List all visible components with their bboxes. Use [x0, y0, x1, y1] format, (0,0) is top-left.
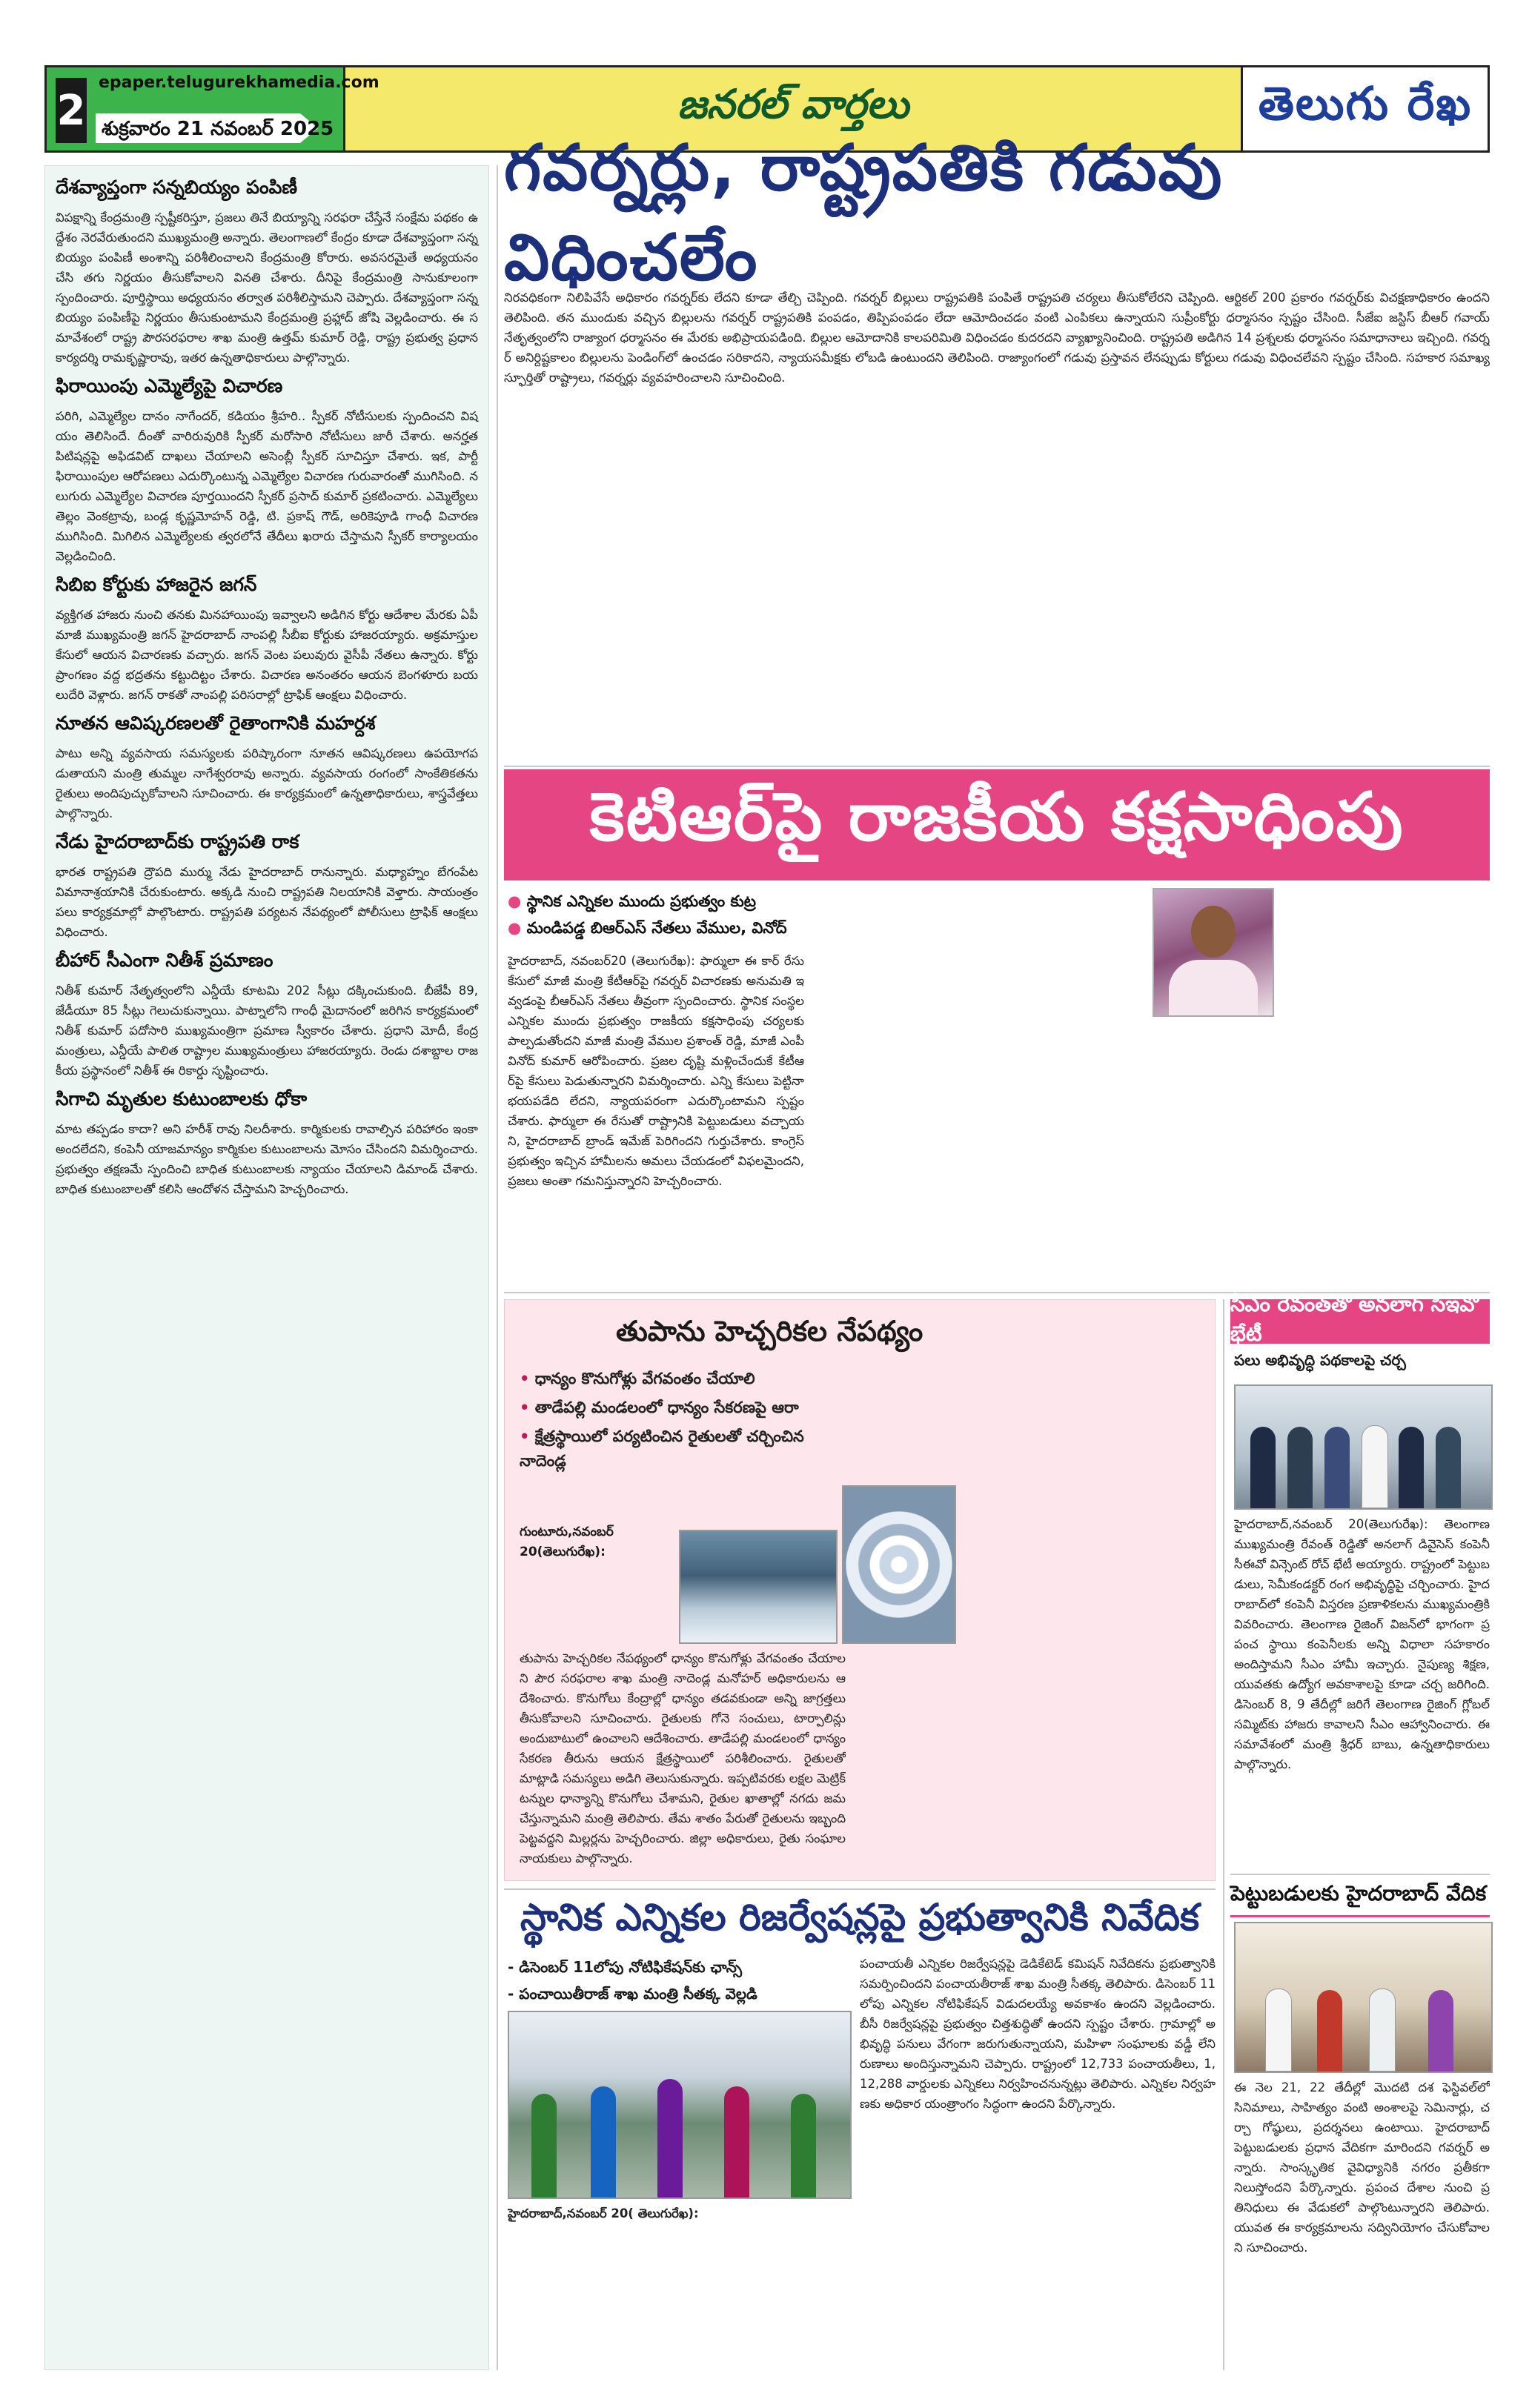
brief-body: భారత రాష్ట్రపతి ద్రౌపది ముర్ము నేడు హైదరాబాద్ రానున్నారు. మధ్యాహ్నం బేగంపేట విమానాశ్రయానికి చేరుకుంటారు. అక్కడి నుంచి రాష్ట్రపతి నిలయానికి వెళ్తారు. సాయంత్రం పలు కార్యక్రమాల్లో పాల్గొంటారు. రాష్ట్రపతి పర్యటన నేపథ్యంలో పోలీసులు ట్రాఫిక్ ఆంక్షలు విధించారు.	[56, 865, 478, 939]
storm-sea-photo	[679, 1530, 838, 1644]
cm-meet-body: హైదరాబాద్,నవంబర్ 20(తెలుగురేఖ): తెలంగాణ ముఖ్యమంత్రి రేవంత్ రెడ్డితో అనలాగ్ డివైసెస్ కంపెనీ సీఈవో విన్సెంట్ రోచ్ భేటీ అయ్యారు. రాష్ట్రంలో పెట్టుబడులు, సెమీకండక్టర్ రంగ అభివృద్ధిపై చర్చించారు. హైదరాబాద్‌లో కంపెనీ విస్తరణ ప్రణాళికలను ముఖ్యమంత్రికి వివరించారు. తెలంగాణ రైజింగ్ విజన్‌లో భాగంగా ప్రపంచ స్థాయి కంపెనీలకు అన్ని విధాలా సహకారం అందిస్తామని సీఎం హామీ ఇచ్చారు. నైపుణ్య శిక్షణ, యువతకు ఉద్యోగ అవకాశాలపై కూడా చర్చ జరిగింది. డిసెంబర్ 8, 9 తేదీల్లో జరిగే తెలంగాణ రైజింగ్ గ్లోబల్ సమ్మిట్‌కు హాజరు కావాలని సీఎం ఆహ్వానించారు. ఈ సమావేశంలో మంత్రి శ్రీధర్ బాబు, ఉన్నతాధికారులు పాల్గొన్నారు.	[1234, 1517, 1490, 1771]
local-elections-subhead: - డిసెంబర్ 11లోపు నోటిఫికేషన్‌కు ఛాన్స్	[508, 1954, 841, 1980]
photo-person	[531, 2094, 557, 2198]
left-briefs-column	[44, 165, 489, 2370]
brief	[56, 949, 478, 1081]
photo-person	[724, 2086, 749, 2198]
divider	[1230, 1874, 1490, 1875]
cm-meet-subhead: పలు అభివృద్ధి పథకాలపై చర్చ	[1234, 1351, 1406, 1369]
cyclone-headline: తుపాను హెచ్చరికల నేపథ్యం	[616, 1315, 923, 1347]
photo-person	[1428, 1990, 1453, 2072]
main-story-body: నిరవధికంగా నిలిపివేసే అధికారం గవర్నర్‌కు లేదని కూడా తేల్చి చెప్పింది. గవర్నర్ బిల్లులు రాష్ట్రపతికి పంపితే రాష్ట్రపతి చర్యలు తీసుకోలేరని చెప్పింది. ఆర్టికల్ 200 ప్రకారం గవర్నర్‌కు విచక్షణాధికారం ఉందని తెలిపింది. తన ముందుకు వచ్చిన బిల్లులను గవర్నర్ రాష్ట్రపతికి పంపడం, తిప్పిపంపడం లేదా ఆమోదించడం వంటి ఎంపికలు ఉన్నాయని సుప్రీంకోర్టు ధర్మాసనం స్పష్టం చేసింది. సీజేఐ జస్టిస్ బీఆర్ గవాయ్ నేతృత్వంలోని రాజ్యాంగ ధర్మాసనం ఈ మేరకు అభిప్రాయపడింది. బిల్లుల ఆమోదానికి కాలపరిమితి విధించడం కుదరదని వ్యాఖ్యానించింది. రాష్ట్రపతి అడిగిన 14 ప్రశ్నలకు ధర్మాసనం సమాధానాలు ఇచ్చింది. గవర్నర్ అనిర్దిష్టకాలం బిల్లులను పెండింగ్‌లో ఉంచడం సరికాదని, న్యాయసమీక్షకు లోబడి ఉంటుందని తెలిపింది. రాజ్యాంగంలో గడువు ప్రస్తావన లేనప్పుడు కోర్టులు గడువు విధించలేవని స్పష్టం చేసింది. సహకార సమాఖ్య స్ఫూర్తితో రాష్ట్రాలు, గవర్నర్లు వ్యవహరించాలని సూచించింది.	[504, 291, 1490, 385]
brief	[56, 831, 478, 942]
brief-body: మాట తప్పడం కాదా? అని హరీశ్ రావు నిలదీశారు. కార్మికులకు రావాల్సిన పరిహారం ఇంకా అందలేదని, కంపెనీ యాజమాన్యం కార్మికుల కుటుంబాలను మోసం చేసిందని విమర్శించారు. ప్రభుత్వం తక్షణమే స్పందించి బాధిత కుటుంబాలకు న్యాయం చేయాలని డిమాండ్ చేశారు. బాధిత కుటుంబాలతో కలిసి ఆందోళన చేస్తామని హెచ్చరించారు.	[56, 1122, 478, 1196]
investments-body: ఈ నెల 21, 22 తేదీల్లో మొదటి దశ ఫెస్టివల్‌లో సినిమాలు, సాహిత్యం వంటి అంశాలపై సెమినార్లు, చర్చా గోష్ఠులు, ప్రదర్శనలు ఉంటాయి. హైదరాబాద్ పెట్టుబడులకు ప్రధాన వేదికగా మారిందని గవర్నర్ అన్నారు. సాంస్కృతిక వైవిధ్యానికి నగరం ప్రతీకగా నిలుస్తోందని పేర్కొన్నారు. ప్రపంచ దేశాల నుంచి ప్రతినిధులు ఈ వేడుకలో పాల్గొంటున్నారని తెలిపారు. యువత ఈ కార్యక్రమాలను సద్వినియోగం చేసుకోవాలని సూచించారు.	[1234, 2080, 1490, 2255]
page-number: 2	[56, 78, 87, 143]
local-elections-photo	[508, 2011, 852, 2199]
brief-title: నేడు హైదరాబాద్‌కు రాష్ట్రపతి రాక	[56, 831, 299, 852]
ktr-subheads	[508, 888, 856, 941]
investments-headline: పెట్టుబడులకు హైదరాబాద్ వేదిక	[1230, 1881, 1490, 1917]
newspaper-page	[44, 65, 1490, 2378]
cyclone-satellite-image	[842, 1485, 956, 1644]
cm-meet-headline-box	[1230, 1292, 1490, 1346]
cyclone-story-body: తుపాను హెచ్చరికల నేపథ్యంలో ధాన్యం కొనుగోళ్లు వేగవంతం చేయాలని పౌర సరఫరాల శాఖ మంత్రి నాదెండ్ల మనోహర్ అధికారులను ఆదేశించారు. కొనుగోలు కేంద్రాల్లో ధాన్యం తడవకుండా అన్ని జాగ్రత్తలు తీసుకోవాలని సూచించారు. రైతులకు గోనె సంచులు, టార్పాలిన్లు అందుబాటులో ఉంచాలని ఆదేశించారు. తాడేపల్లి మండలంలో ధాన్యం సేకరణ తీరును ఆయన క్షేత్రస్థాయిలో పరిశీలించారు. రైతులతో మాట్లాడి సమస్యలు అడిగి తెలుసుకున్నారు. ఇప్పటివరకు లక్షల మెట్రిక్ టన్నుల ధాన్యాన్ని కొనుగోలు చేశామని, రైతుల ఖాతాల్లో నగదు జమ చేస్తున్నామని మంత్రి తెలిపారు. తేమ శాతం పేరుతో రైతులను ఇబ్బంది పెట్టవద్దని మిల్లర్లను హెచ్చరించారు. జిల్లా అధికారులు, రైతు సంఘాల నాయకులు పాల్గొన్నారు.	[520, 1651, 846, 1865]
photo-person	[1265, 1989, 1292, 2072]
cyclone-bullet: • తాడేపల్లి మండలంలో ధాన్యం సేకరణపై ఆరా	[520, 1396, 831, 1420]
brief	[56, 712, 478, 823]
issue-date: శుక్రవారం 21 నవంబర్ 2025	[102, 118, 334, 140]
photo-person	[1399, 1427, 1424, 1508]
local-elections-headline: స్థానిక ఎన్నికల రిజర్వేషన్లపై ప్రభుత్వానికి నివేదిక	[520, 1896, 1200, 1939]
ktr-subhead: ● మండిపడ్డ బిఆర్ఎస్ నేతలు వేముల, వినోద్	[508, 915, 856, 941]
photo-person	[1369, 1989, 1396, 2072]
brief-title: నూతన ఆవిష్కరణలతో రైతాంగానికి మహర్దశ	[56, 712, 376, 734]
cyclone-story-box	[504, 1299, 1216, 1881]
website-url[interactable]: epaper.telugurekhamedia.com	[99, 73, 379, 92]
local-elections-body: పంచాయతీ ఎన్నికల రిజర్వేషన్లపై డెడికేటెడ్ కమిషన్ నివేదికను ప్రభుత్వానికి సమర్పించిందని పంచాయతీరాజ్ శాఖ మంత్రి సీతక్క తెలిపారు. డిసెంబర్ 11లోపు ఎన్నికల నోటిఫికేషన్ విడుదలయ్యే అవకాశం ఉందని వెల్లడించారు. బీసీ రిజర్వేషన్లపై ప్రభుత్వం చిత్తశుద్ధితో ఉందని స్పష్టం చేశారు. గ్రామాల్లో అభివృద్ధి పనులు వేగంగా జరుగుతున్నాయని, మహిళా సంఘాలకు వడ్డీ లేని రుణాలు అందిస్తున్నామని చెప్పారు. రాష్ట్రంలో 12,733 పంచాయతీలు, 1,12,288 వార్డులకు ఎన్నికలు నిర్వహించనున్నట్లు తెలిపారు. ఎన్నికల నిర్వహణకు అధికార యంత్రాంగం సిద్ధంగా ఉందని పేర్కొన్నారు.	[860, 1957, 1216, 2111]
ktr-headline: కెటిఆర్‌పై రాజకీయ కక్షసాధింపు	[589, 777, 1405, 856]
brief-body: పరిగి, ఎమ్మెల్యేల దానం నాగేందర్, కడియం శ్రీహరి.. స్పీకర్ నోటీసులకు స్పందించని విషయం తెలిసిందే. దీంతో వారిరువురికి స్పీకర్ మరోసారి నోటీసులు జారీ చేశారు. అనర్హత పిటిషన్లపై అఫిడవిట్ దాఖలు చేయాలని అసెంబ్లీ స్పీకర్ సూచిస్తూ చేశారు. ఇక, పార్టీ ఫిరాయింపుల ఆరోపణలు ఎదుర్కొంటున్న ఎమ్మెల్యేల విచారణ గురువారంతో ముగిసింది. నలుగురు ఎమ్మెల్యేల విచారణ పూర్తయిందని స్పీకర్ ప్రసాద్ కుమార్ ప్రకటించారు. ఎమ్మెల్యేలు తెల్లం వెంకట్రావు, బండ్ల కృష్ణమోహన్ రెడ్డి, టి. ప్రకాష్ గౌడ్, అరికెపూడి గాంధీ విచారణ ముగిసింది. మిగిలిన ఎమ్మెల్యేలకు త్వరలోనే తేదీలు ఖరారు చేస్తామని స్పీకర్ కార్యాలయం వెల్లడించింది.	[56, 409, 478, 563]
brief-body: పాటు అన్ని వ్యవసాయ సమస్యలకు పరిష్కారంగా నూతన ఆవిష్కరణలు ఉపయోగపడుతాయని మంత్రి తుమ్మల నాగేశ్వరరావు అన్నారు. వ్యవసాయ రంగంలో సాంకేతికతను రైతులు అందిపుచ్చుకోవాలని సూచించారు. ఈ కార్యక్రమంలో ఉన్నతాధికారులు, శాస్త్రవేత్తలు పాల్గొన్నారు.	[56, 746, 478, 820]
cm-meet-headline: సీఎం రేవంత్‌తో అనలాగ్ సిఇవో భేటీ	[1230, 1292, 1479, 1346]
local-elections-dateline-block	[508, 2203, 849, 2374]
main-headline-box	[504, 131, 1490, 295]
brand-logo: తెలుగు రేఖ	[1258, 76, 1473, 130]
brief-title: సిగాచి మృతుల కుటుంబాలకు ధోకా	[56, 1088, 308, 1110]
photo-person	[1436, 1427, 1461, 1508]
investments-photo	[1234, 1922, 1493, 2073]
photo-person	[657, 2079, 683, 2198]
brief	[56, 574, 478, 705]
local-elections-subhead: - పంచాయితీరాజ్ శాఖ మంత్రి సీతక్క వెల్లడి	[508, 1980, 841, 2007]
brief-title: దేశవ్యాప్తంగా సన్నబియ్యం పంపిణీ	[56, 176, 298, 198]
photo-person	[1287, 1427, 1313, 1508]
brief-title: బీహార్ సీఎంగా నితీశ్ ప్రమాణం	[56, 949, 273, 971]
photo-shirt	[1169, 960, 1258, 1015]
cyclone-bullet: • క్షేత్రస్థాయిలో పర్యటించిన రైతులతో చర్చించిన నాదెండ్ల	[520, 1424, 831, 1473]
ktr-story-body: హైదరాబాద్, నవంబర్20 (తెలుగురేఖ): ఫార్ములా ఈ కార్ రేసు కేసులో మాజీ మంత్రి కేటీఆర్‌పై గవర్నర్ విచారణకు అనుమతి ఇవ్వడంపై బీఆర్ఎస్ నేతలు తీవ్రంగా స్పందించారు. స్థానిక సంస్థల ఎన్నికల ముందు ప్రభుత్వం రాజకీయ కక్షసాధింపు చర్యలకు పాల్పడుతోందని మాజీ మంత్రి వేముల ప్రశాంత్ రెడ్డి, మాజీ ఎంపీ వినోద్ కుమార్ ఆరోపించారు. ప్రజల దృష్టి మళ్లించేందుకే కేటీఆర్‌పై కేసులు పెడుతున్నారని విమర్శించారు. ఎన్ని కేసులు పెట్టినా భయపడేది లేదని, న్యాయపరంగా ఎదుర్కొంటామని స్పష్టం చేశారు. ఫార్ములా ఈ రేసుతో రాష్ట్రానికి పెట్టుబడులు వచ్చాయని, హైదరాబాద్ బ్రాండ్ ఇమేజ్ పెరిగిందని గుర్తుచేశారు. కాంగ్రెస్ ప్రభుత్వం ఇచ్చిన హామీలను అమలు చేయడంలో విఫలమైందని, ప్రజలు అంతా గమనిస్తున్నారని హెచ్చరించారు.	[508, 954, 804, 1188]
photo-person	[1362, 1425, 1388, 1508]
masthead-left	[47, 67, 379, 150]
photo-person	[591, 2086, 616, 2198]
cm-meet-photo	[1234, 1384, 1493, 1510]
brief-body: వ్యక్తిగత హాజరు నుంచి తనకు మినహాయింపు ఇవ్వాలని అడిగిన కోర్టు ఆదేశాల మేరకు ఏపీ మాజీ ముఖ్యమంత్రి జగన్ హైదరాబాద్ నాంపల్లి సీబీఐ కోర్టుకు హాజరయ్యారు. అక్రమాస్తుల కేసులో ఆయన విచారణకు వచ్చారు. జగన్ వెంట పలువురు వైసీపీ నేతలు ఉన్నారు. కోర్టు ప్రాంగణం వద్ద భద్రతను కట్టుదిట్టం చేశారు. విచారణ అనంతరం ఆయన బెంగళూరు బయలుదేరి వెళ్లారు. జగన్ రాకతో నాంపల్లి పరిసరాల్లో ట్రాఫిక్ ఆంక్షలు విధించారు.	[56, 608, 478, 702]
main-headline: గవర్నర్లు, రాష్ట్రపతికి గడువు విధించలేం	[504, 131, 1224, 295]
local-elections-dateline: హైదరాబాద్,నవంబర్ 20( తెలుగురేఖ):	[508, 2206, 699, 2220]
photo-face	[1191, 906, 1236, 958]
section-title: జనరల్ వార్తలు	[677, 80, 909, 127]
cyclone-bullets	[520, 1367, 831, 1478]
divider	[504, 766, 1490, 767]
ktr-subhead: ● స్థానిక ఎన్నికల ముందు ప్రభుత్వం కుట్ర	[508, 888, 856, 915]
photo-person	[1250, 1427, 1276, 1508]
brief-body: విపక్షాన్ని కేంద్రమంత్రి స్పష్టీకరిస్తూ, ప్రజలు తినే బియ్యాన్ని సరఫరా చేస్తేనే సంక్షేమ పథకం ఉద్దేశం నెరవేరుతుందని ముఖ్యమంత్రి అన్నారు. తెలంగాణలో కేంద్రం కూడా దేశవ్యాప్తంగా సన్న బియ్యం పంపిణీ అంశాన్ని పరిశీలించాలని కేంద్రమంత్రి కోరారు. అవసరమైతే అధ్యయనం చేసి తగు నిర్ణయం తీసుకోవాలని వినతి చేశారు. దీనిపై కేంద్రమంత్రి సానుకూలంగా స్పందించారు. పూర్తిస్థాయి అధ్యయనం తర్వాత పరిశీలిస్తామని చెప్పారు. దేశవ్యాప్తంగా సన్న బియ్యం పంపిణీపై నిర్ణయం తీసుకుంటామని కేంద్రమంత్రి ప్రహ్లాద్ జోషి వెల్లడించారు. ఈ సమావేశంలో రాష్ట్ర పౌరసరఫరాల శాఖ మంత్రి ఉత్తమ్ కుమార్ రెడ్డి, రాష్ట్ర ప్రభుత్వ ప్రధాన కార్యదర్శి రామకృష్ణారావు, ఇతర ఉన్నతాధికారులు పాల్గొన్నారు.	[56, 210, 478, 365]
column-divider	[1223, 1299, 1224, 2370]
brief-body: నితీశ్ కుమార్ నేతృత్వంలోని ఎన్డీయే కూటమి 202 సీట్లు దక్కించుకుంది. బీజేపీ 89, జేడీయూ 85 సీట్లు గెలుచుకున్నాయి. పాట్నాలోని గాంధీ మైదానంలో జరిగిన కార్యక్రమంలో నితీశ్ కుమార్ పదోసారి ముఖ్యమంత్రిగా ప్రమాణ స్వీకారం చేశారు. ప్రధాని మోదీ, కేంద్ర మంత్రులు, ఎన్డీయే పాలిత రాష్ట్రాల ముఖ్యమంత్రులు హాజరయ్యారు. రెండు దశాబ్దాల రాజకీయ ప్రస్థానంలో నితీశ్ ఈ రికార్డు సృష్టించారు.	[56, 984, 478, 1078]
ktr-headline-band	[504, 769, 1490, 880]
brief	[56, 375, 478, 566]
brief-title: సిబిఐ కోర్టుకు హాజరైన జగన్	[56, 574, 257, 595]
ktr-photo	[1153, 888, 1274, 1017]
brief-title: ఫిరాయింపు ఎమ్మెల్యేపై విచారణ	[56, 375, 283, 397]
brief	[56, 1088, 478, 1199]
cyclone-dateline: గుంటూరు,నవంబర్ 20(తెలుగురేఖ):	[520, 1525, 614, 1559]
brief	[56, 176, 478, 368]
photo-person	[1317, 1990, 1342, 2072]
column-divider	[497, 165, 498, 2370]
divider	[504, 1888, 1216, 1890]
photo-person	[791, 2094, 816, 2198]
local-elections-subheads	[508, 1954, 841, 2007]
cyclone-bullet: • ధాన్యం కొనుగోళ్లు వేగవంతం చేయాలి	[520, 1367, 831, 1391]
main-story-columns	[504, 288, 1490, 762]
photo-person	[1324, 1427, 1350, 1508]
